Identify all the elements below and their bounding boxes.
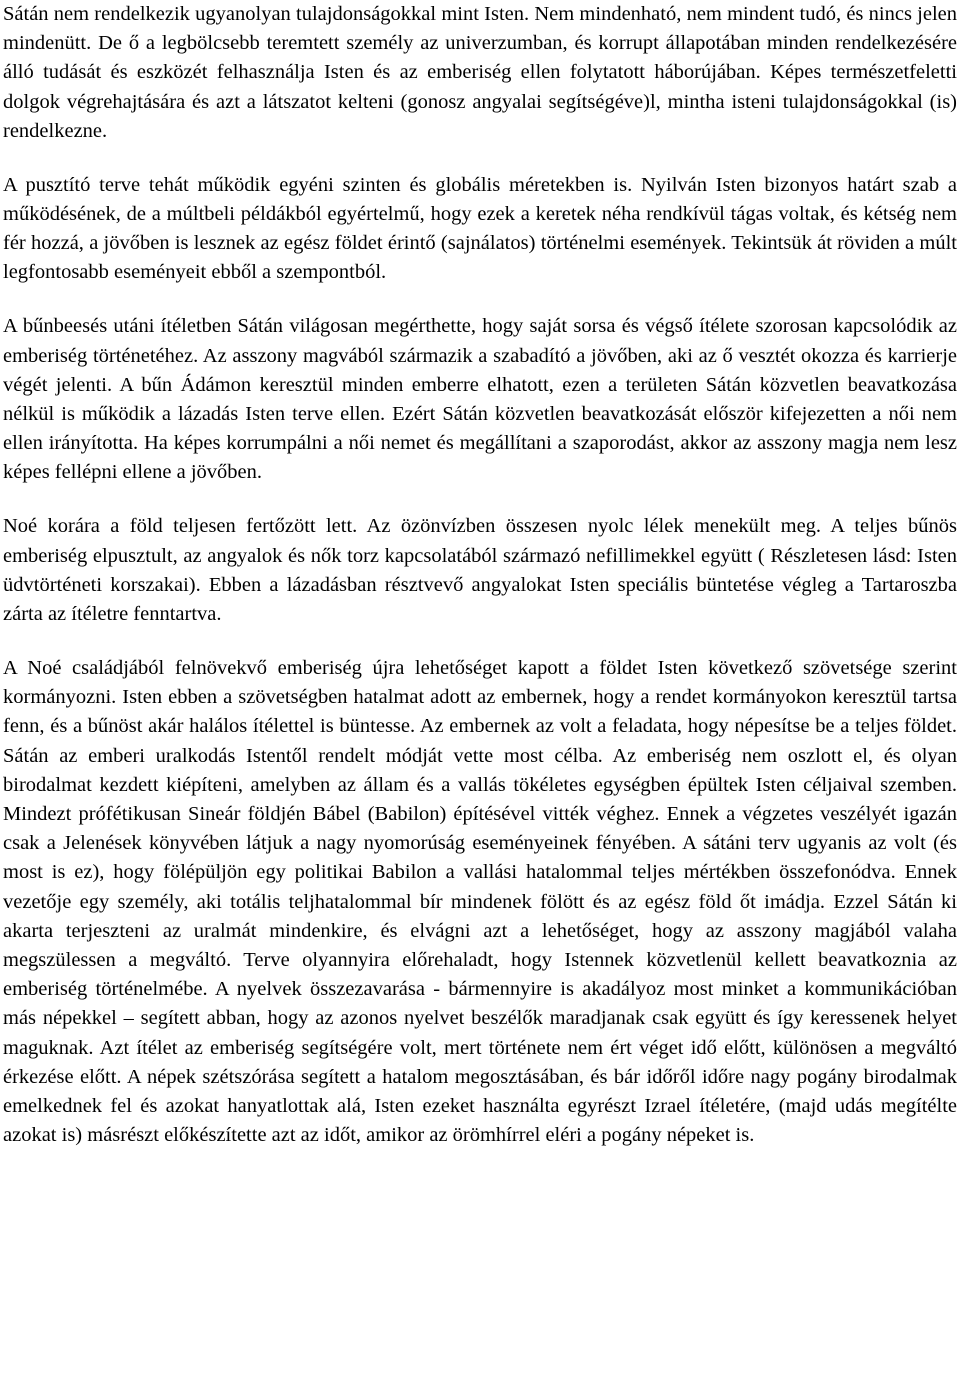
paragraph-after-the-fall: A bűnbeesés utáni ítéletben Sátán világosan megérthette, hogy saját sorsa és végső ítélete szorosan kapcsolódik az emberiség történetéhez. Az asszony magvából származik a szabadító a jövőben, aki az ő vesztét okozza és karrierje végét jelenti. A bűn Ádámon keresztül minden emberre elhatott, ezen a területen Sátán közvetlen beavatkozása nélkül is működik a lázadás Isten terve ellen. Ezért Sátán közvetlen beavatkozását először kifejezetten a női nem ellen irányította. Ha képes korrumpálni a női nemet és megállítani a szaporodást, akkor az asszony magja nem lesz képes fellépni ellene a jövőben. [3, 315, 957, 484]
paragraph-satan-attributes: Sátán nem rendelkezik ugyanolyan tulajdonságokkal mint Isten. Nem mindenható, nem mindent tudó, és nincs jelen mindenütt. De ő a legbölcsebb teremtett személy az univerzumban, és korrupt állapotában minden rendelkezésére álló tudását és eszközét felhasználja Isten és az emberiség ellen folytatott háborújában. Képes természetfeletti dolgok végrehajtására és azt a látszatot kelteni (gonosz angyalai segítségéve)l, mintha isteni tulajdonságokkal (is) rendelkezne. [3, 3, 957, 142]
paragraph-noah-era: Noé korára a föld teljesen fertőzött lett. Az özönvízben összesen nyolc lélek menekült meg. A teljes bűnös emberiség elpusztult, az angyalok és nők torz kapcsolatából származó nefillimekkel együtt ( Részletesen lásd: Isten üdvtörténeti korszakai). Ebben a lázadásban résztvevő angyalokat Isten speciális büntetése végleg a Tartaroszba zárta az ítéletre fenntartva. [3, 515, 957, 626]
document-page [3, 0, 957, 1151]
paragraph-babel: A Noé családjából felnövekvő emberiség újra lehetőséget kapott a földet Isten következő szövetsége szerint kormányozni. Isten ebben a szövetségben hatalmat adott az embernek, hogy a rendet kormányokon keresztül tartsa fenn, és a bűnöst akár halálos ítélettel is büntesse. Az embernek az volt a feladata, hogy népesítse be a teljes földet. Sátán az emberi uralkodás Istentől rendelt módját vette most célba. Az emberiség nem oszlott el, és olyan birodalmat kezdett kiépíteni, amelyben az állam és a vallás tökéletes egységben épültek Isten céljaival szemben. Mindezt prófétikusan Sineár földjén Bábel (Babilon) építésével vitték véghez. Ennek a végzetes veszélyét igazán csak a Jelenések könyvében látjuk a nagy nyomorúság eseményeinek fényében. A sátáni terv ugyanis az volt (és most is ez), hogy fölépüljön egy politikai Babilon a vallási hatalommal teljes mértékben összefonódva. Ennek vezetője egy személy, aki totális teljhatalommal bír mindenek fölött és az egész föld őt imádja. Ezzel Sátán ki akarta terjeszteni az uralmát mindenkire, és elvágni azt a lehetőséget, hogy az asszony magjából valaha megszülessen a megváltó. Terve olyannyira előrehaladt, hogy Istennek közvetlenül kellett beavatkoznia az emberiség történelmébe. A nyelvek összezavarása - bármennyire is akadályoz most minket a kommunikációban más népekkel – segített abban, hogy az azonos nyelvet beszélők maradjanak csak együtt és így keressenek helyet maguknak. Azt ítélet az emberiség segítségére volt, mert története nem ért véget idő előtt, különösen a megváltó érkezése előtt. A népek szétszórása segített a hatalom megosztásában, és bár időről időre nagy pogány birodalmak emelkednek fel és azokat hanyatlottak alá, Isten ezeket használta egyrészt Izrael ítéletére, (majd udás megítélte azokat is) másrészt előkészítette azt az időt, amikor az örömhírrel eléri a pogány népeket is. [3, 657, 957, 1147]
paragraph-destroyer-plan: A pusztító terve tehát működik egyéni szinten és globális méretekben is. Nyilván Isten bizonyos határt szab a működésének, de a múltbeli példákból egyértelmű, hogy ezek a keretek néha rendkívül tágas voltak, és kétség nem fér hozzá, a jövőben is lesznek az egész földet érintő (sajnálatos) történelmi események. Tekintsük át röviden a múlt legfontosabb eseményeit ebből a szempontból. [3, 173, 957, 284]
